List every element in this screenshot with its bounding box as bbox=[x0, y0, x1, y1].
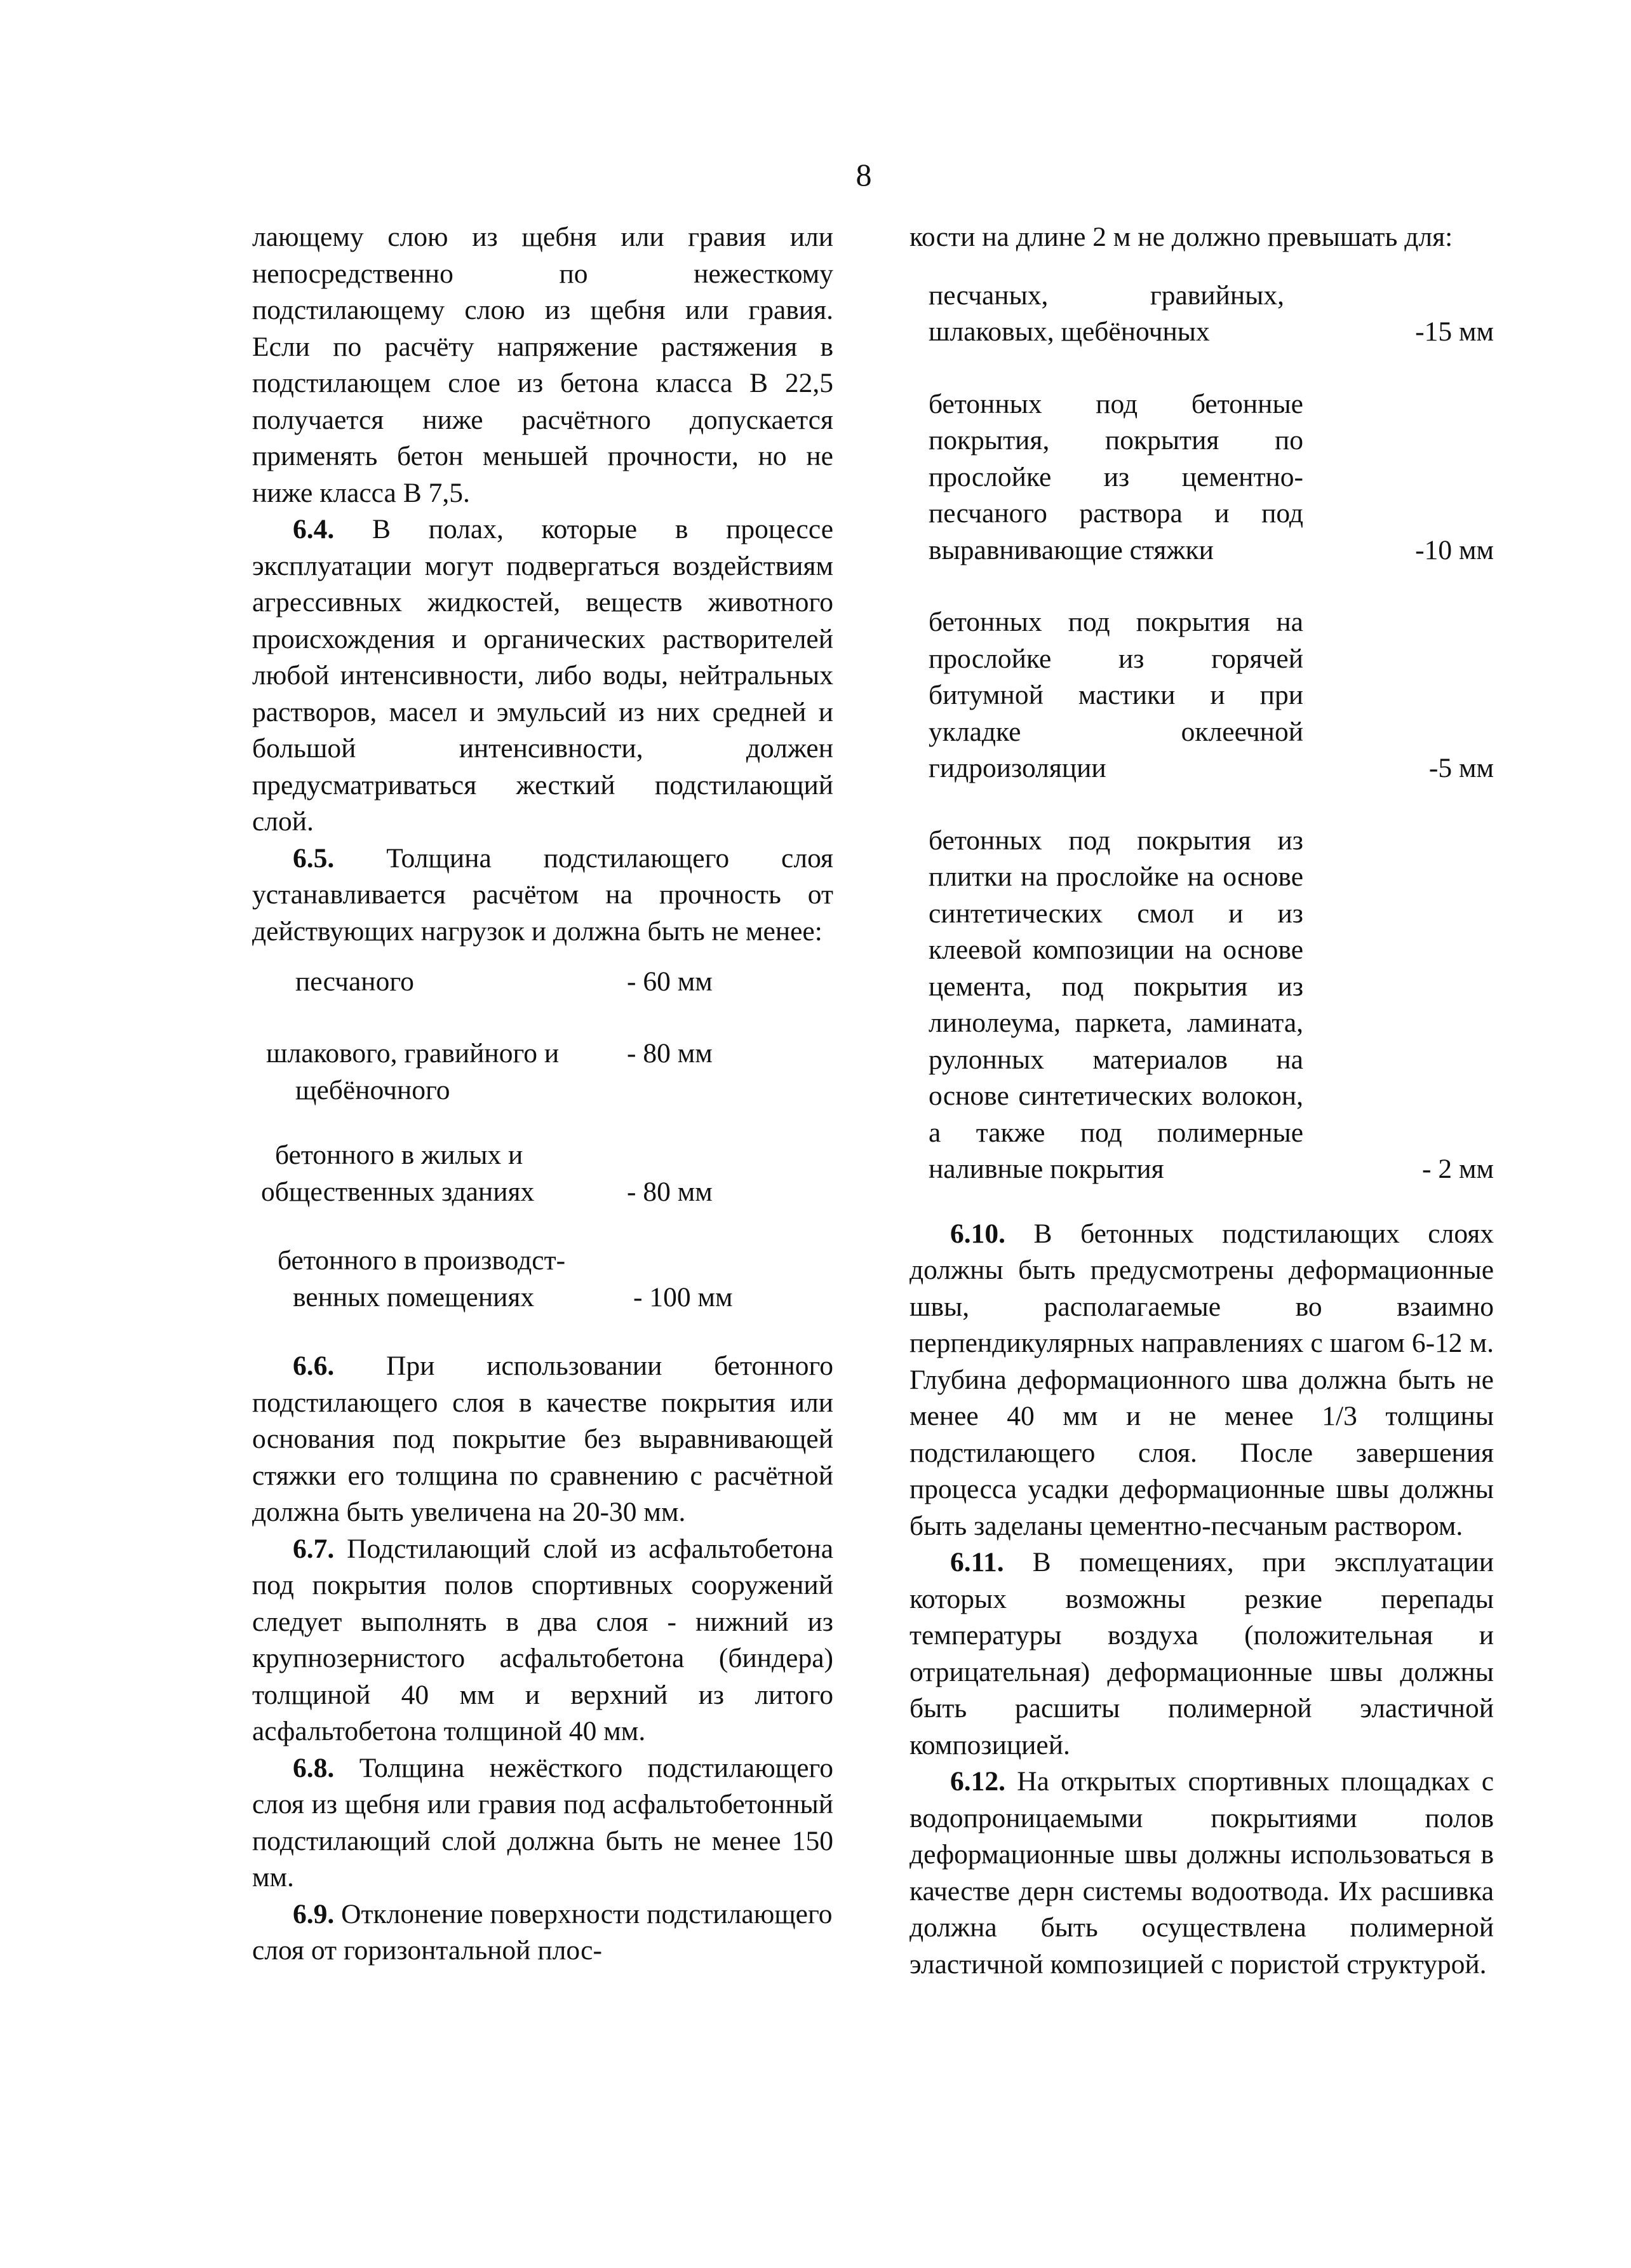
right-column bbox=[909, 219, 1494, 1983]
list-item-value: -10 мм bbox=[1415, 534, 1494, 565]
page-number: 8 bbox=[856, 157, 872, 192]
clause-number: 6.11. bbox=[950, 1547, 1004, 1577]
clause-text: В полах, которые в процессе эксплуатации могут подвергаться воздействиям агрессивных жидкостей, веществ животного происхождения и органических растворителей любой интенсивности, либо воды, нейтральных растворов, масел и эмульсий из них средней и большой интенсивности, должен предусматриваться жесткий подстилающий слой. bbox=[252, 514, 834, 837]
clause-6-6 bbox=[252, 1348, 833, 1531]
list-item bbox=[929, 386, 1494, 569]
list-item bbox=[252, 1036, 833, 1109]
clause-number: 6.4. bbox=[293, 514, 335, 544]
clause-6-9 bbox=[252, 1896, 833, 1969]
continuation-paragraph: лающему слою из щебня или гравия или непосредственно по нежесткому подстилающему слою из щебня или гравия. Если по расчёту напряжение растяжения в подстилающем слое из бетона класса В 22,5 получается ниже расчётного допускается применять бетон меньшей прочности, но не ниже класса В 7,5. bbox=[252, 222, 833, 508]
list-item-label: бетонных под бетонные покрытия, покрытия по прослойке из цементно-песчаного раствора и под выравнивающие стяжки bbox=[929, 388, 1303, 565]
clause-number: 6.12. bbox=[950, 1766, 1005, 1797]
clause-6-10 bbox=[909, 1216, 1494, 1545]
thickness-list bbox=[252, 964, 833, 1316]
list-item-label-line2: щебёночного bbox=[295, 1075, 450, 1105]
list-item-value: - 80 мм bbox=[627, 1038, 713, 1069]
list-item-value: -15 мм bbox=[1415, 316, 1494, 347]
list-item-label: шлакового, гравийного и bbox=[266, 1038, 560, 1069]
clause-text: При использовании бетонного подстилающего слоя в качестве покрытия или основания под покрытие без выравнивающей стяжки его толщина по сравнению с расчётной должна быть увеличена на 20-30 мм. bbox=[252, 1351, 833, 1527]
clause-number: 6.7. bbox=[293, 1533, 335, 1564]
clause-text: На открытых спортивных площадках с водопроницаемыми покрытиями полов деформационные швы должны использоваться в качестве дерн системы водоотвода. Их расшивка должна быть осуществлена полимерной эластичной композицией с пористой структурой. bbox=[909, 1766, 1494, 1980]
deviation-list bbox=[909, 278, 1494, 1188]
clause-number: 6.8. bbox=[293, 1752, 335, 1783]
left-column bbox=[252, 219, 833, 1969]
clause-number: 6.5. bbox=[293, 842, 335, 874]
list-item-label: песчаного bbox=[295, 966, 414, 997]
list-item-label: бетонного в жилых и bbox=[275, 1140, 523, 1170]
list-item-label: бетонных под покрытия из плитки на прослойке на основе синтетических смол и из клеевой композиции на основе цемента, под покрытия из линолеума, паркета, ламината, рулонных материалов на основе синтетических волокон, а также под полимерные наливные покрытия bbox=[929, 825, 1303, 1184]
list-item-value: - 100 мм bbox=[633, 1282, 733, 1313]
clause-6-5 bbox=[252, 840, 833, 950]
list-item-label: бетонных под покрытия на прослойке из горячей битумной мастики и при укладке оклеечной гидроизоляции bbox=[929, 607, 1303, 783]
list-item-label: песчаных, гравийных, шлаковых, щебёночных bbox=[929, 280, 1284, 347]
list-item bbox=[252, 1137, 833, 1211]
list-item-label-line2: венных помещениях bbox=[293, 1282, 535, 1313]
list-item-value: -5 мм bbox=[1428, 753, 1494, 783]
clause-number: 6.10. bbox=[950, 1218, 1005, 1249]
clause-6-7 bbox=[252, 1531, 833, 1750]
clause-text: В помещениях, при эксплуатации которых возможны резкие перепады температуры воздуха (положительная и отрицательная) деформационные швы должны быть расшиты полимерной эластичной композицией. bbox=[909, 1547, 1494, 1760]
clause-number: 6.9. bbox=[293, 1898, 335, 1929]
clause-text: Толщина подстилающего слоя устанавливается расчётом на прочность от действующих нагрузок и должна быть не менее: bbox=[252, 842, 834, 947]
list-item bbox=[252, 964, 833, 1001]
continuation-paragraph: кости на длине 2 м не должно превышать для: bbox=[909, 222, 1453, 252]
clause-6-12 bbox=[909, 1764, 1494, 1983]
list-item-label-line2: общественных зданиях bbox=[261, 1177, 535, 1207]
clause-number: 6.6. bbox=[293, 1351, 335, 1381]
list-item-value: - 60 мм bbox=[627, 966, 713, 997]
list-item-value: - 2 мм bbox=[1421, 1154, 1494, 1184]
list-item bbox=[929, 823, 1494, 1188]
clause-text: В бетонных подстилающих слоях должны быть предусмотрены деформационные швы, располагаемые во взаимно перпендикулярных направлениях с шагом 6-12 м. Глубина деформационного шва должна быть не менее 40 мм и не менее 1/3 толщины подстилающего слоя. После завершения процесса усадки деформационные швы должны быть заделаны цементно-песчаным раствором. bbox=[909, 1218, 1494, 1541]
clause-text: Толщина нежёсткого подстилающего слоя из щебня или гравия под асфальтобетонный подстилающий слой должна быть не менее 150 мм. bbox=[252, 1752, 834, 1893]
clause-6-8 bbox=[252, 1750, 833, 1896]
clause-text: Отклонение поверхности подстилающего слоя от горизонтальной плос- bbox=[252, 1898, 833, 1966]
list-item-value: - 80 мм bbox=[627, 1177, 713, 1207]
list-item bbox=[252, 1243, 833, 1316]
list-item bbox=[929, 278, 1494, 351]
clause-text: Подстилающий слой из асфальтобетона под покрытия полов спортивных сооружений следует выполнять в два слоя - нижний из крупнозернистого асфальтобетона (биндера) толщиной 40 мм и верхний из литого асфальтобетона толщиной 40 мм. bbox=[252, 1533, 834, 1746]
list-item-label: бетонного в производст- bbox=[278, 1245, 566, 1276]
clause-6-11 bbox=[909, 1544, 1494, 1764]
list-item bbox=[929, 604, 1494, 787]
clause-6-4 bbox=[252, 511, 833, 840]
